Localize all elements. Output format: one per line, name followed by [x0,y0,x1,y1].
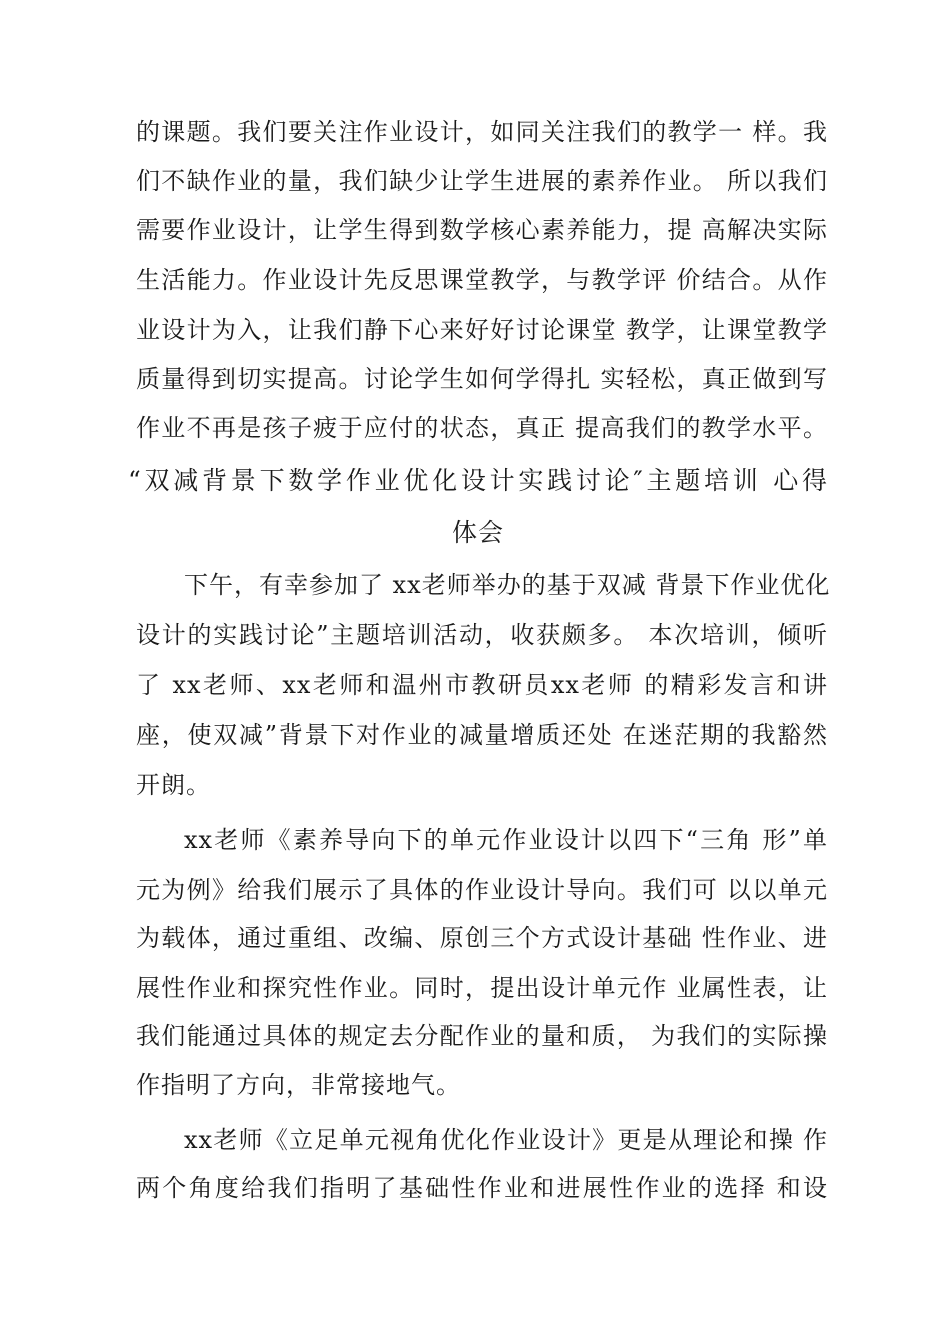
text-line: 两个角度给我们指明了基础性作业和进展性作业的选择 和设 [136,1174,828,1202]
text-line: 元为例》给我们展示了具体的作业设计导向。我们可 以以单元 [136,876,828,904]
section-heading: “双减背景下数学作业优化设计实践讨论″主题培训 心得 [128,466,828,495]
text-line: 了 xx老师、xx老师和温州市教研员xx老师 的精彩发言和讲 [136,671,828,699]
text-line: 开朗。 [136,771,211,799]
text-line: 需要作业设计，让学生得到数学核心素养能力，提 高解决实际 [136,216,828,244]
text-line: 下午，有幸参加了 xx老师举办的基于双减 背景下作业优化 [184,571,831,599]
text-line: 为载体，通过重组、改编、原创三个方式设计基础 性作业、进 [136,924,828,952]
text-line: 我们能通过具体的规定去分配作业的量和质， 为我们的实际操 [136,1022,828,1050]
text-line: 生活能力。作业设计先反思课堂教学，与教学评 价结合。从作 [136,266,828,294]
text-line: 业设计为入，让我们静下心来好好讨论课堂 教学，让课堂教学 [136,316,828,344]
text-line: 们不缺作业的量，我们缺少让学生进展的素养作业。 所以我们 [136,167,828,195]
text-line: 展性作业和探究性作业。同时，提出设计单元作 业属性表，让 [136,974,828,1002]
text-line: 作指明了方向，非常接地气。 [136,1071,461,1099]
text-line: 座，使双减”背景下对作业的减量增质还处 在迷茫期的我豁然 [136,721,828,749]
text-line: xx老师《立足单元视角优化作业设计》更是从理论和操 作 [184,1126,828,1154]
text-line: xx老师《素养导向下的单元作业设计以四下“三角 形”单 [184,826,828,854]
text-line: 作业不再是孩子疲于应付的状态，真正 提高我们的教学水平。 [136,414,828,442]
section-heading-continued: 体会 [451,518,504,547]
text-line: 设计的实践讨论”主题培训活动，收获颇多。 本次培训，倾听 [136,621,828,649]
text-line: 质量得到切实提高。讨论学生如何学得扎 实轻松，真正做到写 [136,365,828,393]
text-line: 的课题。我们要关注作业设计，如同关注我们的教学一 样。我 [136,118,828,146]
